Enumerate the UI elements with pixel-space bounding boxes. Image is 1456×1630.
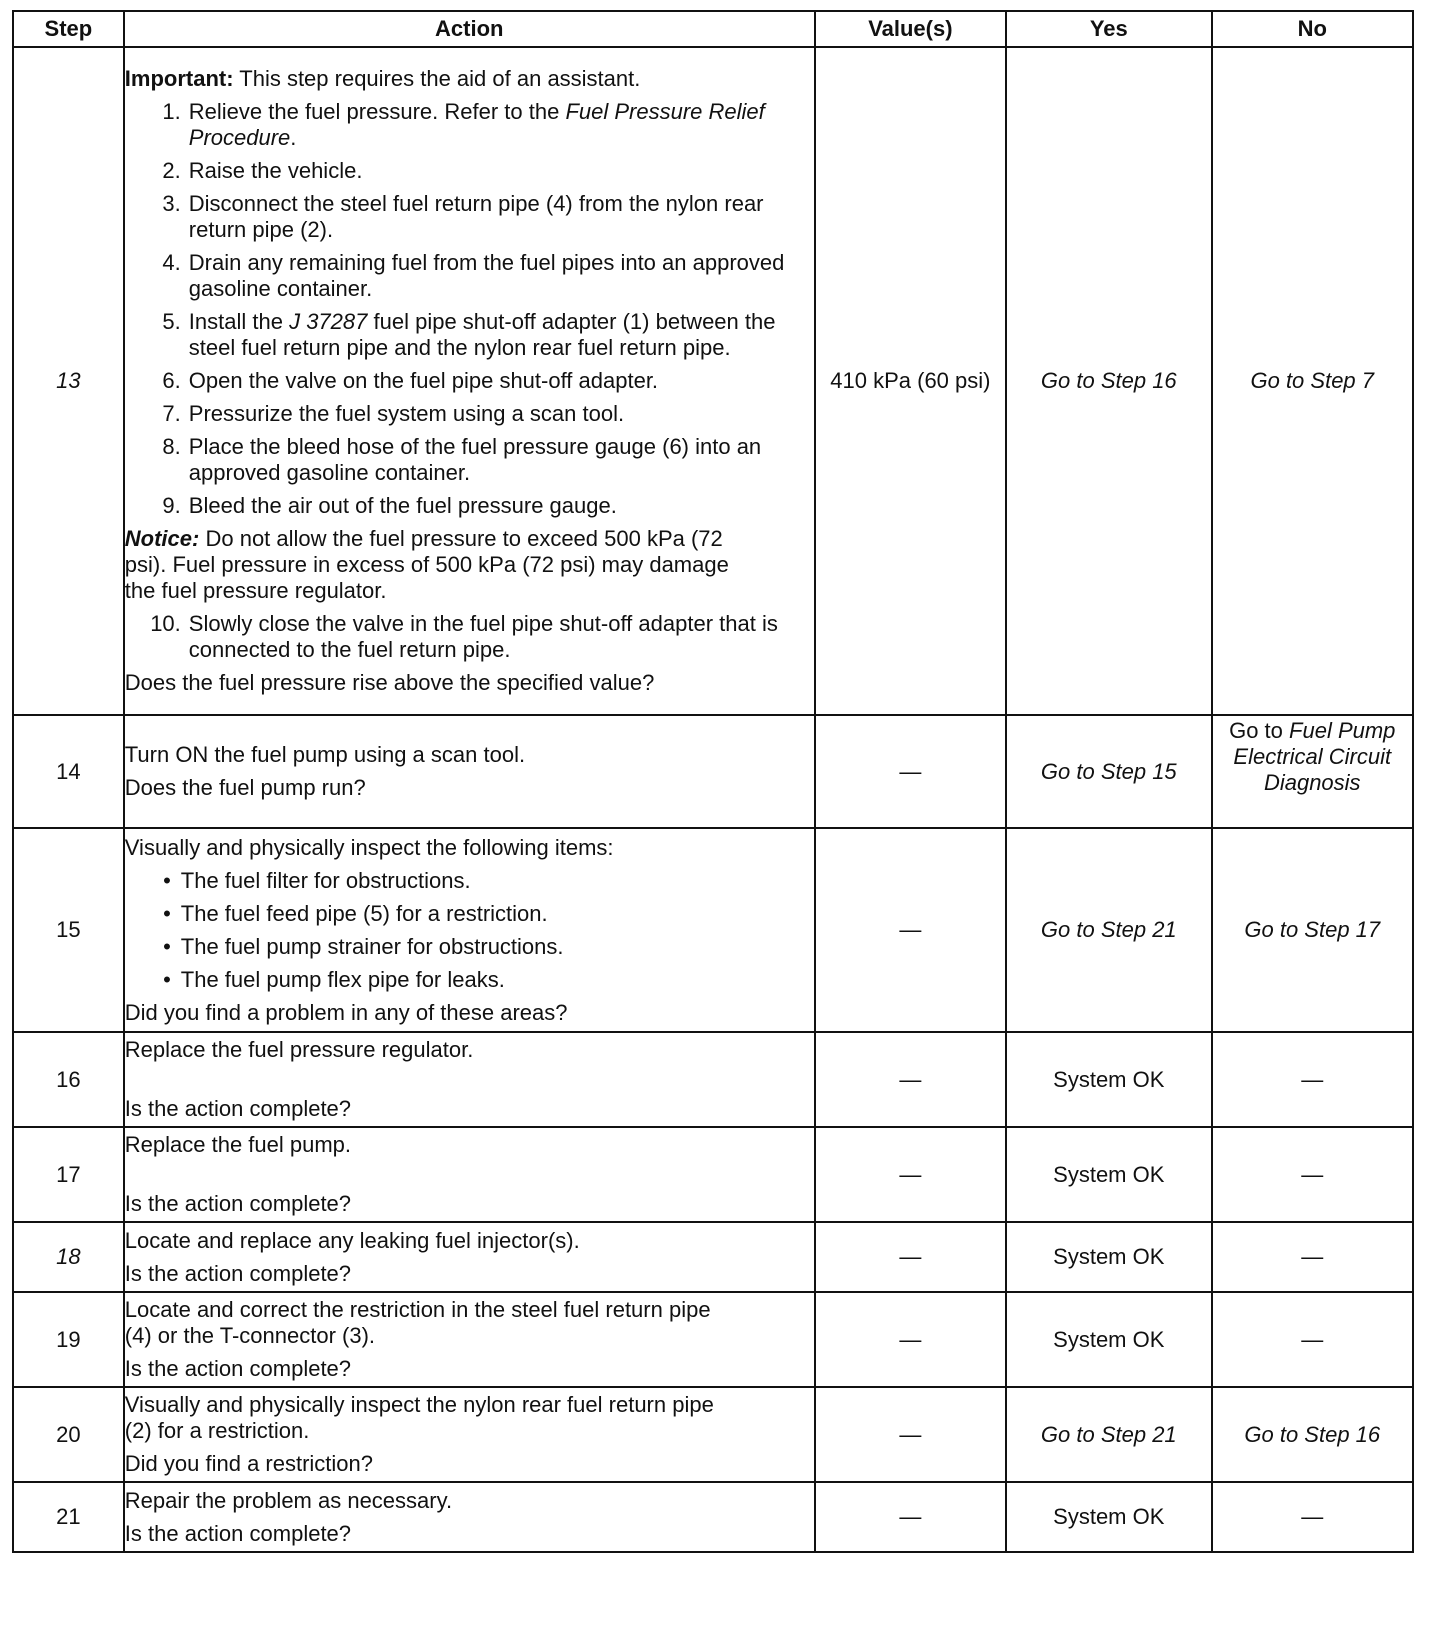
yes-cell: System OK	[1006, 1127, 1211, 1222]
no-cell: —	[1212, 1482, 1413, 1552]
step-number: 16	[13, 1032, 124, 1127]
step-number: 21	[13, 1482, 124, 1552]
list-item	[125, 309, 814, 361]
action-line: Locate and replace any leaking fuel injector(s).	[124, 1227, 580, 1253]
no-cell: —	[1212, 1127, 1413, 1222]
table-row-step-18	[13, 1222, 1413, 1292]
item-number: 5.	[162, 309, 181, 334]
procedure-list	[125, 99, 814, 519]
bullet-icon: •	[163, 900, 171, 926]
question: Did you find a restriction?	[124, 1451, 374, 1476]
item-text	[189, 99, 814, 151]
list-item	[125, 99, 814, 151]
header-values: Value(s)	[815, 11, 1006, 47]
step-number: 14	[13, 715, 124, 828]
list-item	[125, 191, 814, 243]
value-cell: —	[815, 1222, 1006, 1292]
item-number: 7.	[162, 401, 181, 426]
action-cell	[124, 47, 815, 715]
notice-text: Do not allow the fuel pressure to exceed 500 kPa (72 psi). Fuel pressure in excess of 500 kPa (72 psi) may damage the fuel pressure regulator.	[124, 526, 729, 603]
value-cell: —	[815, 1032, 1006, 1127]
action-cell	[124, 1222, 815, 1292]
item-text-b: .	[290, 125, 297, 150]
action-line: Visually and physically inspect the following items:	[124, 834, 614, 860]
action-cell	[124, 1127, 815, 1222]
bullet-item	[125, 868, 814, 894]
item-text: Drain any remaining fuel from the fuel pipes into an approved gasoline container.	[188, 250, 785, 301]
important-text: This step requires the aid of an assistant.	[239, 66, 641, 91]
value-cell: —	[815, 715, 1006, 828]
no-cell: Go to Step 16	[1212, 1387, 1413, 1482]
step-number: 17	[13, 1127, 124, 1222]
yes-cell: Go to Step 16	[1006, 47, 1211, 715]
table-row-step-20	[13, 1387, 1413, 1482]
yes-cell: System OK	[1006, 1482, 1211, 1552]
header-yes: Yes	[1006, 11, 1211, 47]
step-number: 13	[13, 47, 124, 715]
no-cell: Go to Step 17	[1212, 828, 1413, 1032]
list-item	[125, 250, 814, 302]
question: Does the fuel pressure rise above the specified value?	[124, 670, 655, 695]
table-row-step-15	[13, 828, 1413, 1032]
question: Is the action complete?	[124, 1096, 352, 1121]
table-row-step-17	[13, 1127, 1413, 1222]
list-item	[125, 401, 814, 427]
no-cell: Go to Step 7	[1212, 47, 1413, 715]
action-cell	[124, 828, 815, 1032]
step-number: 19	[13, 1292, 124, 1387]
bullet-text: The fuel feed pipe (5) for a restriction.	[180, 900, 548, 926]
bullet-icon: •	[163, 867, 171, 893]
no-cell: —	[1212, 1292, 1413, 1387]
table-row-step-16	[13, 1032, 1413, 1127]
item-text: Raise the vehicle.	[188, 158, 363, 183]
value-cell: —	[815, 828, 1006, 1032]
item-text: Place the bleed hose of the fuel pressure gauge (6) into an approved gasoline container.	[188, 434, 762, 485]
table-row-step-14	[13, 715, 1413, 828]
bullet-icon: •	[163, 933, 171, 959]
no-reference: Fuel Pump Electrical Circuit Diagnosis	[1233, 718, 1396, 795]
important-label: Important:	[124, 66, 234, 91]
no-cell: —	[1212, 1032, 1413, 1127]
tool-reference: J 37287	[289, 309, 368, 334]
yes-cell: System OK	[1006, 1222, 1211, 1292]
step-number: 20	[13, 1387, 124, 1482]
question: Did you find a problem in any of these areas?	[124, 999, 568, 1025]
bullet-item	[125, 934, 814, 960]
question: Does the fuel pump run?	[124, 775, 366, 800]
item-text: Disconnect the steel fuel return pipe (4) from the nylon rear return pipe (2).	[188, 191, 764, 242]
list-item	[125, 493, 814, 519]
header-step: Step	[13, 11, 124, 47]
table-row-step-19	[13, 1292, 1413, 1387]
value-cell: 410 kPa (60 psi)	[815, 47, 1006, 715]
action-cell	[124, 715, 815, 828]
question: Is the action complete?	[124, 1520, 352, 1546]
item-text-b: fuel pipe shut-off adapter (1) between the steel fuel return pipe and the nylon rear fuel return pipe.	[188, 309, 776, 360]
item-text: Bleed the air out of the fuel pressure gauge.	[188, 493, 617, 518]
question: Is the action complete?	[124, 1260, 352, 1286]
action-cell	[124, 1032, 815, 1127]
item-number: 1.	[162, 99, 181, 124]
header-no: No	[1212, 11, 1413, 47]
question: Is the action complete?	[124, 1191, 352, 1216]
bullet-icon: •	[163, 966, 171, 992]
item-number: 10.	[150, 611, 181, 636]
item-text: Slowly close the valve in the fuel pipe shut-off adapter that is connected to the fuel return pipe.	[188, 611, 778, 662]
item-text: Pressurize the fuel system using a scan tool.	[188, 401, 625, 426]
item-text: Open the valve on the fuel pipe shut-off adapter.	[188, 368, 659, 393]
no-prefix: Go to	[1229, 718, 1283, 743]
action-line: Visually and physically inspect the nylon rear fuel return pipe (2) for a restriction.	[124, 1392, 714, 1443]
item-text-a: Relieve the fuel pressure. Refer to the	[188, 99, 560, 124]
action-line: Replace the fuel pump.	[124, 1132, 352, 1157]
no-cell	[1212, 715, 1413, 828]
action-line: Locate and correct the restriction in the steel fuel return pipe (4) or the T-connector (3).	[124, 1297, 711, 1348]
value-cell: —	[815, 1292, 1006, 1387]
bullet-text: The fuel pump strainer for obstructions.	[180, 933, 564, 959]
action-line: Replace the fuel pressure regulator.	[124, 1037, 474, 1062]
yes-cell: System OK	[1006, 1292, 1211, 1387]
item-number: 6.	[162, 368, 181, 393]
bullet-text: The fuel pump flex pipe for leaks.	[180, 966, 505, 992]
question: Is the action complete?	[124, 1356, 352, 1381]
action-cell	[124, 1482, 815, 1552]
procedure-reference: Fuel Pressure Relief Procedure	[188, 99, 765, 150]
diagnostic-table	[12, 10, 1414, 1553]
bullet-text: The fuel filter for obstructions.	[180, 867, 471, 893]
item-number: 4.	[162, 250, 181, 275]
item-text-a: Install the	[188, 309, 283, 334]
value-cell: —	[815, 1387, 1006, 1482]
bullet-item	[125, 967, 814, 993]
important-note	[125, 66, 814, 92]
action-cell	[124, 1387, 815, 1482]
action-line: Repair the problem as necessary.	[124, 1487, 453, 1513]
list-item	[125, 611, 814, 663]
item-number: 2.	[162, 158, 181, 183]
yes-cell: Go to Step 21	[1006, 1387, 1211, 1482]
list-item	[125, 368, 814, 394]
value-cell: —	[815, 1482, 1006, 1552]
yes-cell: Go to Step 21	[1006, 828, 1211, 1032]
header-action: Action	[124, 11, 815, 47]
step-number: 18	[13, 1222, 124, 1292]
list-item	[125, 158, 814, 184]
item-number: 8.	[162, 434, 181, 459]
header-row	[13, 11, 1413, 47]
item-number: 3.	[162, 191, 181, 216]
notice-note	[125, 526, 765, 604]
yes-cell: Go to Step 15	[1006, 715, 1211, 828]
no-cell: —	[1212, 1222, 1413, 1292]
table-row-step-13	[13, 47, 1413, 715]
list-item	[125, 434, 814, 486]
value-cell: —	[815, 1127, 1006, 1222]
notice-label: Notice:	[124, 526, 200, 551]
table-row-step-21	[13, 1482, 1413, 1552]
item-text	[189, 309, 814, 361]
action-cell	[124, 1292, 815, 1387]
item-number: 9.	[162, 493, 181, 518]
bullet-item	[125, 901, 814, 927]
step-number: 15	[13, 828, 124, 1032]
yes-cell: System OK	[1006, 1032, 1211, 1127]
action-line: Turn ON the fuel pump using a scan tool.	[124, 742, 526, 767]
